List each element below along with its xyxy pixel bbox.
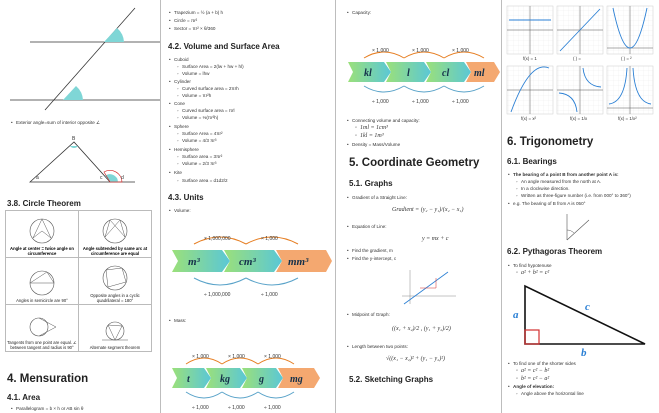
circle-cell: Angle at center = twice angle on circumference — [6, 211, 79, 258]
mass-unit-diagram — [164, 350, 334, 410]
shape-formula: ◦ Volume = 4/3 πr³ — [182, 138, 216, 144]
circle-cell: Angles in semicircle are 90° — [6, 258, 79, 305]
exterior-angle-note: • Exterior angle=sum of interior opposite ∠ — [16, 120, 100, 126]
mass-label: • Mass: — [174, 318, 186, 324]
factor-top: × 1,000 — [372, 48, 389, 54]
unit-kg: kg — [220, 374, 230, 385]
density-formula: • Density = Mass/Volume — [352, 142, 400, 148]
circle-cell: Alternate segment theorem — [79, 305, 152, 352]
factor-top: × 1,000,000 — [204, 236, 231, 242]
area-item: • Sector = πr² × θ/360 — [174, 26, 215, 32]
capacity-label: • Capacity: — [352, 10, 371, 16]
elevation-item: ◦ Angle above the horizontal line — [521, 391, 584, 397]
shape-formula: ◦ Curved surface area = πrl — [182, 108, 235, 114]
column-4 — [503, 0, 659, 413]
factor-bottom: ÷ 1,000 — [261, 292, 278, 298]
exterior-angle-triangle — [0, 132, 160, 187]
circle-alt-segment-icon — [100, 320, 130, 344]
factor-top: × 1,000 — [452, 48, 469, 54]
circle-cell: Tangents from one point are equal. ∠ between tangent and radius is 90° — [6, 305, 79, 352]
factor-bottom: ÷ 1,000 — [192, 405, 209, 411]
factor-top: × 1,000 — [264, 354, 281, 360]
units-heading: 4.3. Units — [168, 193, 204, 202]
hypotenuse-formula: ◦ a² + b² = c² — [521, 270, 549, 276]
length-formula: √((x₁ − x₂)² + (y₁ − y₂)²) — [386, 356, 446, 362]
graph-sketch-grid — [503, 0, 659, 124]
circle-cell: Angle subtended by same arc at circumference are equal — [79, 211, 152, 258]
unit-m3: m³ — [188, 256, 200, 268]
coordinate-geometry-heading: 5. Coordinate Geometry — [349, 157, 480, 169]
shape-formula: ◦ Surface area = d1d2/2 — [182, 178, 228, 184]
unit-ml: ml — [474, 68, 485, 79]
bearing-example: • e.g. The bearing of B from A is 050° — [513, 201, 586, 207]
factor-top: × 1,000 — [192, 354, 209, 360]
factor-top: × 1,000 — [412, 48, 429, 54]
parallel-lines-diagram — [0, 0, 160, 112]
equation-label: • Equation of Line: — [352, 224, 386, 230]
circle-same-arc-icon — [100, 217, 130, 245]
gradient-label: • Gradient of a Straight Line: — [352, 195, 407, 201]
circle-center-angle-icon — [27, 217, 57, 245]
connecting-item: ◦ 1kl = 1m³ — [360, 133, 384, 139]
factor-bottom: ÷ 1,000 — [228, 405, 245, 411]
unit-l: l — [407, 68, 410, 79]
area-item: • Trapezium = ½ (a + b) h — [174, 10, 223, 16]
midpoint-formula: ((x₁ + x₂)/2 , (y₁ + y₂)/2) — [392, 326, 451, 332]
sketching-graphs-heading: 5.2. Sketching Graphs — [349, 375, 434, 384]
gradient-formula: Gradient = (y₂ − y₁)/(x₂ − x₁) — [392, 207, 464, 213]
shape-label: • Kite — [174, 170, 182, 176]
shorter-side-formula: ◦ a² = c² − b² — [521, 368, 549, 374]
circle-theorem-heading: 3.8. Circle Theorem — [7, 199, 81, 208]
shape-formula: ◦ Curved surface area = 2πrh — [182, 86, 239, 92]
side-b-label: b — [581, 347, 587, 359]
bearing-item: ◦ In a clockwise direction. — [521, 186, 570, 192]
volume-unit-diagram — [164, 228, 334, 298]
graph-caption: f(x) = 1/x — [570, 116, 588, 121]
factor-bottom: ÷ 1,000 — [412, 99, 429, 105]
shape-label: • Sphere — [174, 124, 189, 130]
shorter-side-label: • To find one of the shorter sides — [513, 361, 576, 367]
shape-formula: ◦ Volume = 2/3 πr³ — [182, 161, 216, 167]
shape-label: • Cylinder — [174, 79, 191, 85]
label-b: B — [72, 136, 76, 142]
unit-mm3: mm³ — [288, 256, 309, 268]
capacity-unit-diagram — [342, 44, 502, 104]
hypotenuse-label: • To find hypotenuse — [513, 263, 552, 269]
unit-cm3: cm³ — [239, 256, 256, 268]
column-2 — [164, 0, 334, 413]
shape-formula: ◦ Surface Area = 2(lw + hw + hl) — [182, 64, 244, 70]
unit-cl: cl — [442, 68, 450, 79]
bearings-heading: 6.1. Bearings — [507, 157, 557, 166]
unit-g: g — [259, 374, 264, 385]
graph-caption: f(x) = 1 — [523, 56, 537, 61]
right-triangle-diagram — [503, 280, 659, 359]
column-3 — [342, 0, 502, 413]
graph-caption: f(x) = 1/x² — [618, 116, 637, 121]
factor-bottom: ÷ 1,000,000 — [204, 292, 231, 298]
unit-t: t — [187, 374, 190, 385]
column-1 — [0, 0, 160, 413]
factor-bottom: ÷ 1,000 — [372, 99, 389, 105]
factor-top: × 1,000 — [261, 236, 278, 242]
shorter-side-formula: ◦ b² = c² − a² — [521, 376, 549, 382]
circle-cyclic-quad-icon — [100, 264, 130, 292]
shape-label: • Hemisphere — [174, 147, 199, 153]
area-item: • Circle = πr² — [174, 18, 197, 24]
circle-theorem-table — [5, 210, 152, 352]
graph-caption: ( ) = ² — [621, 56, 632, 61]
circle-semicircle-icon — [27, 269, 57, 297]
bearing-item: ◦ Written as three-figure number (i.e. from 000° to 360°) — [521, 193, 631, 199]
graph-caption: f(x) = x² — [521, 116, 537, 121]
mensuration-heading: 4. Mensuration — [7, 373, 89, 385]
shape-formula: ◦ Volume = πr²h — [182, 93, 211, 99]
graph-caption: ( ) = — [573, 56, 581, 61]
factor-bottom: ÷ 1,000 — [452, 99, 469, 105]
side-c-label: c — [585, 301, 590, 313]
circle-cell: Opposite angles in a cyclic quadrilateral = 180° — [79, 258, 152, 305]
factor-top: × 1,000 — [228, 354, 245, 360]
elevation-label: • Angle of elevation: — [513, 384, 554, 390]
length-label: • Length between two points: — [352, 344, 408, 350]
connecting-item: ◦ 1ml = 1cm³ — [360, 125, 388, 131]
label-d: d — [121, 175, 124, 181]
bearing-item: ◦ An angle measured from the north at A. — [521, 179, 601, 185]
trigonometry-heading: 6. Trigonometry — [507, 136, 594, 148]
column-divider — [501, 0, 502, 413]
area-item: • Parallelogram = b × h or AB sin θ — [16, 406, 83, 412]
shape-formula: ◦ Surface Area = 4πr² — [182, 131, 223, 137]
line-graph-sketch — [400, 268, 460, 308]
shape-formula: ◦ Volume = lhw — [182, 71, 209, 77]
equation-formula: y = mx + c — [422, 236, 449, 242]
side-a-label: a — [513, 309, 519, 321]
graphs-heading: 5.1. Graphs — [349, 179, 393, 188]
circle-tangent-icon — [27, 315, 57, 339]
label-c: c — [100, 175, 103, 181]
column-divider — [335, 0, 336, 413]
find-item: • Find the y-intercept, c — [352, 256, 396, 262]
shape-label: • Cuboid — [174, 57, 189, 63]
pythagoras-heading: 6.2. Pythagoras Theorem — [507, 247, 603, 256]
volume-heading: 4.2. Volume and Surface Area — [168, 42, 280, 51]
connecting-heading: • Connecting volume and capacity: — [352, 118, 420, 124]
shape-formula: ◦ Surface area = 3πr² — [182, 154, 222, 160]
shape-label: • Cone — [174, 101, 185, 107]
area-heading: 4.1. Area — [7, 393, 41, 402]
column-divider — [160, 0, 161, 413]
volume-label: • Volume: — [174, 208, 191, 214]
unit-mg: mg — [290, 374, 303, 385]
unit-kl: kl — [364, 68, 372, 79]
midpoint-label: • Midpoint of Graph: — [352, 312, 390, 318]
find-item: • Find the gradient, m — [352, 248, 393, 254]
bearing-intro: • The bearing of a point B from another point A is: — [513, 172, 619, 178]
label-a: a — [36, 175, 39, 181]
bearing-diagram — [559, 210, 599, 244]
factor-bottom: ÷ 1,000 — [264, 405, 281, 411]
shape-formula: ◦ Volume = ⅓(πr²h) — [182, 115, 218, 121]
